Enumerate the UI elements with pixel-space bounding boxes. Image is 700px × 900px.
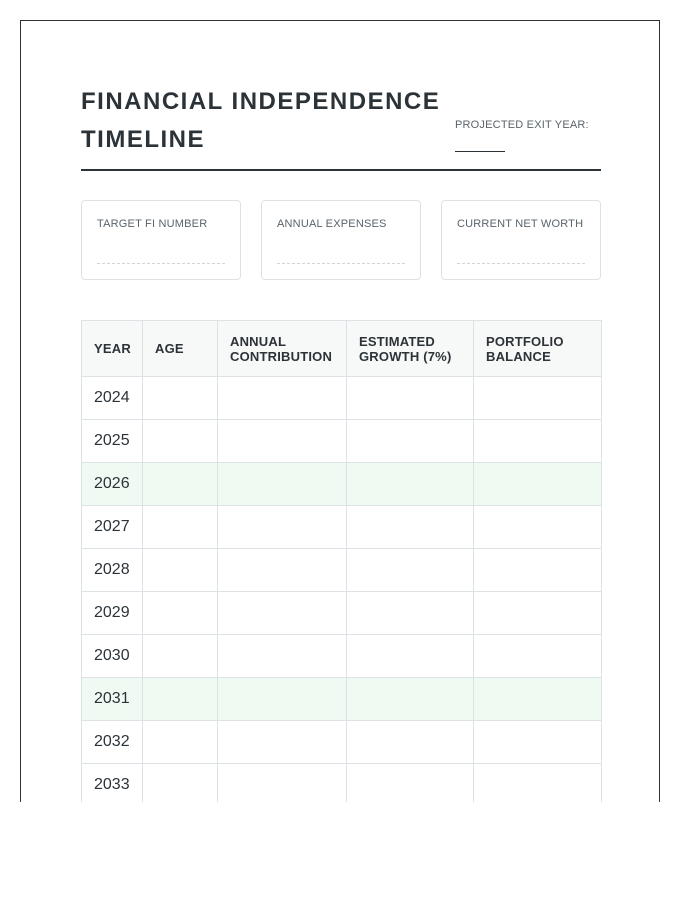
age-cell[interactable] — [143, 377, 218, 420]
balance-cell[interactable] — [474, 549, 602, 592]
balance-cell[interactable] — [474, 463, 602, 506]
growth-cell[interactable] — [347, 678, 474, 721]
table-row — [82, 592, 602, 635]
contribution-cell[interactable] — [218, 463, 347, 506]
table-row — [82, 377, 602, 420]
annual-expenses-label: ANNUAL EXPENSES — [277, 218, 387, 230]
page-title: FINANCIAL INDEPENDENCE TIMELINE — [81, 88, 441, 153]
year-cell: 2028 — [82, 549, 143, 592]
contribution-cell[interactable] — [218, 506, 347, 549]
growth-cell[interactable] — [347, 721, 474, 764]
year-cell: 2030 — [82, 635, 143, 678]
balance-cell[interactable] — [474, 764, 602, 803]
contribution-cell[interactable] — [218, 592, 347, 635]
column-header-age: AGE — [143, 321, 218, 377]
balance-cell[interactable] — [474, 506, 602, 549]
timeline-table — [81, 320, 602, 802]
balance-cell[interactable] — [474, 420, 602, 463]
age-cell[interactable] — [143, 463, 218, 506]
balance-cell[interactable] — [474, 678, 602, 721]
year-cell: 2031 — [82, 678, 143, 721]
target-fi-number-card — [81, 200, 241, 280]
column-header-estimated-growth: ESTIMATED GROWTH (7%) — [347, 321, 474, 377]
year-cell: 2027 — [82, 506, 143, 549]
column-header-year: YEAR — [82, 321, 143, 377]
column-header-portfolio-balance: PORTFOLIO BALANCE — [474, 321, 602, 377]
contribution-cell[interactable] — [218, 549, 347, 592]
contribution-cell[interactable] — [218, 678, 347, 721]
year-cell: 2029 — [82, 592, 143, 635]
growth-cell[interactable] — [347, 592, 474, 635]
age-cell[interactable] — [143, 635, 218, 678]
contribution-cell[interactable] — [218, 420, 347, 463]
contribution-cell[interactable] — [218, 635, 347, 678]
contribution-cell[interactable] — [218, 764, 347, 803]
year-cell: 2026 — [82, 463, 143, 506]
table-row — [82, 764, 602, 803]
year-cell: 2024 — [82, 377, 143, 420]
current-net-worth-label: CURRENT NET WORTH — [457, 218, 584, 230]
age-cell[interactable] — [143, 678, 218, 721]
balance-cell[interactable] — [474, 377, 602, 420]
growth-cell[interactable] — [347, 549, 474, 592]
target-fi-number-label: TARGET FI NUMBER — [97, 218, 208, 230]
annual-expenses-field[interactable] — [277, 253, 405, 264]
column-header-annual-contribution: ANNUAL CONTRIBUTION — [218, 321, 347, 377]
contribution-cell[interactable] — [218, 377, 347, 420]
current-net-worth-field[interactable] — [457, 253, 585, 264]
growth-cell[interactable] — [347, 764, 474, 803]
current-net-worth-card — [441, 200, 601, 280]
annual-expenses-card — [261, 200, 421, 280]
age-cell[interactable] — [143, 549, 218, 592]
balance-cell[interactable] — [474, 592, 602, 635]
growth-cell[interactable] — [347, 506, 474, 549]
projected-exit-year — [455, 119, 601, 152]
balance-cell[interactable] — [474, 721, 602, 764]
age-cell[interactable] — [143, 506, 218, 549]
age-cell[interactable] — [143, 721, 218, 764]
projected-exit-year-field[interactable] — [455, 141, 505, 152]
table-row — [82, 549, 602, 592]
table-row — [82, 635, 602, 678]
age-cell[interactable] — [143, 764, 218, 803]
growth-cell[interactable] — [347, 420, 474, 463]
table-row — [82, 506, 602, 549]
year-cell: 2025 — [82, 420, 143, 463]
growth-cell[interactable] — [347, 635, 474, 678]
timeline-sheet — [20, 20, 660, 802]
age-cell[interactable] — [143, 592, 218, 635]
summary-cards — [81, 200, 601, 280]
year-cell: 2032 — [82, 721, 143, 764]
year-cell: 2033 — [82, 764, 143, 803]
table-row — [82, 721, 602, 764]
projected-exit-year-label: PROJECTED EXIT YEAR: — [455, 119, 589, 131]
growth-cell[interactable] — [347, 463, 474, 506]
target-fi-number-field[interactable] — [97, 253, 225, 264]
page-header — [81, 83, 601, 171]
table-row-highlighted — [82, 678, 602, 721]
contribution-cell[interactable] — [218, 721, 347, 764]
growth-cell[interactable] — [347, 377, 474, 420]
table-row-highlighted — [82, 463, 602, 506]
table-header-row — [82, 321, 602, 377]
balance-cell[interactable] — [474, 635, 602, 678]
age-cell[interactable] — [143, 420, 218, 463]
table-row — [82, 420, 602, 463]
